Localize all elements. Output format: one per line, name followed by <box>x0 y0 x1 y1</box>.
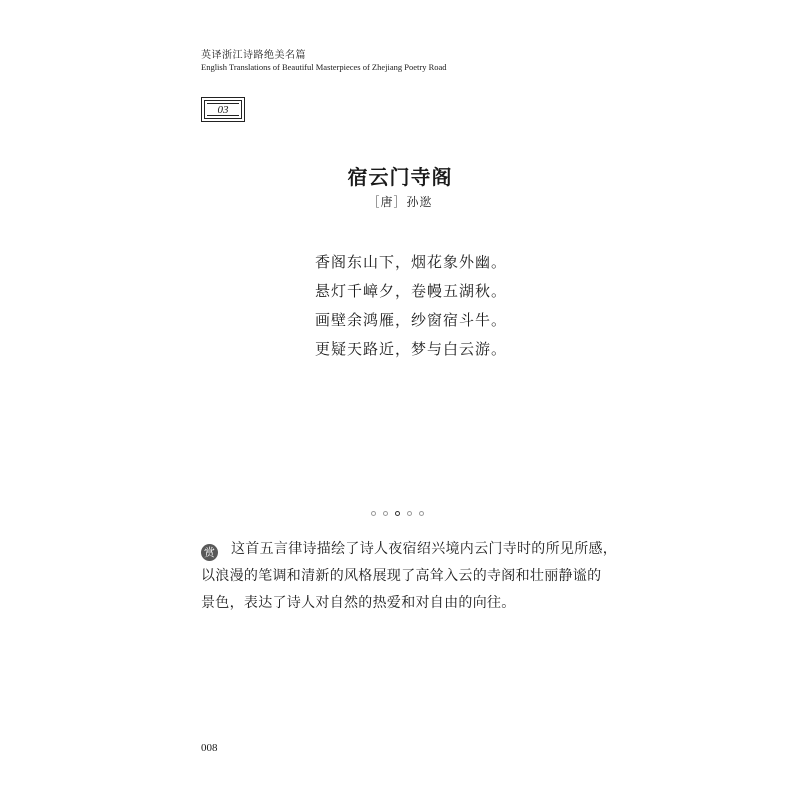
poem-line: 画壁余鸿雁，纱窗宿斗牛。 <box>315 311 508 329</box>
poem-line: 更疑天路近，梦与白云游。 <box>315 340 508 358</box>
page-number: 008 <box>201 742 218 754</box>
commentary-line: 以浪漫的笔调和清新的风格展现了高耸入云的寺阁和壮丽静谧的 <box>201 568 602 584</box>
commentary-text: 这首五言律诗描绘了诗人夜宿绍兴境内云门寺时的所见所感， <box>231 541 618 557</box>
poem-line: 悬灯千嶂夕，卷幔五湖秋。 <box>315 282 508 300</box>
poem-title: 宿云门寺阁 <box>347 165 453 189</box>
divider-dot <box>407 511 412 516</box>
commentary-line: 景色，表达了诗人对自然的热爱和对自由的向往。 <box>201 595 516 611</box>
divider-dot <box>395 511 400 516</box>
commentary <box>201 536 618 617</box>
poem-body <box>315 248 507 364</box>
book-title-english: English Translations of Beautiful Masterpieces of Zhejiang Poetry Road <box>201 62 447 72</box>
poem-line: 香阁东山下，烟花象外幽。 <box>315 253 508 271</box>
section-divider-dots <box>371 511 424 516</box>
divider-dot <box>371 511 376 516</box>
book-title-chinese: 英译浙江诗路绝美名篇 <box>201 50 306 61</box>
running-header <box>201 50 447 73</box>
poem-author: ［唐］孙逖 <box>367 195 433 209</box>
divider-dot <box>383 511 388 516</box>
chapter-number: 03 <box>217 104 229 116</box>
divider-dot <box>419 511 424 516</box>
commentary-line <box>201 536 618 563</box>
appreciation-badge: 赏 <box>201 544 218 561</box>
chapter-number-frame <box>201 97 245 122</box>
